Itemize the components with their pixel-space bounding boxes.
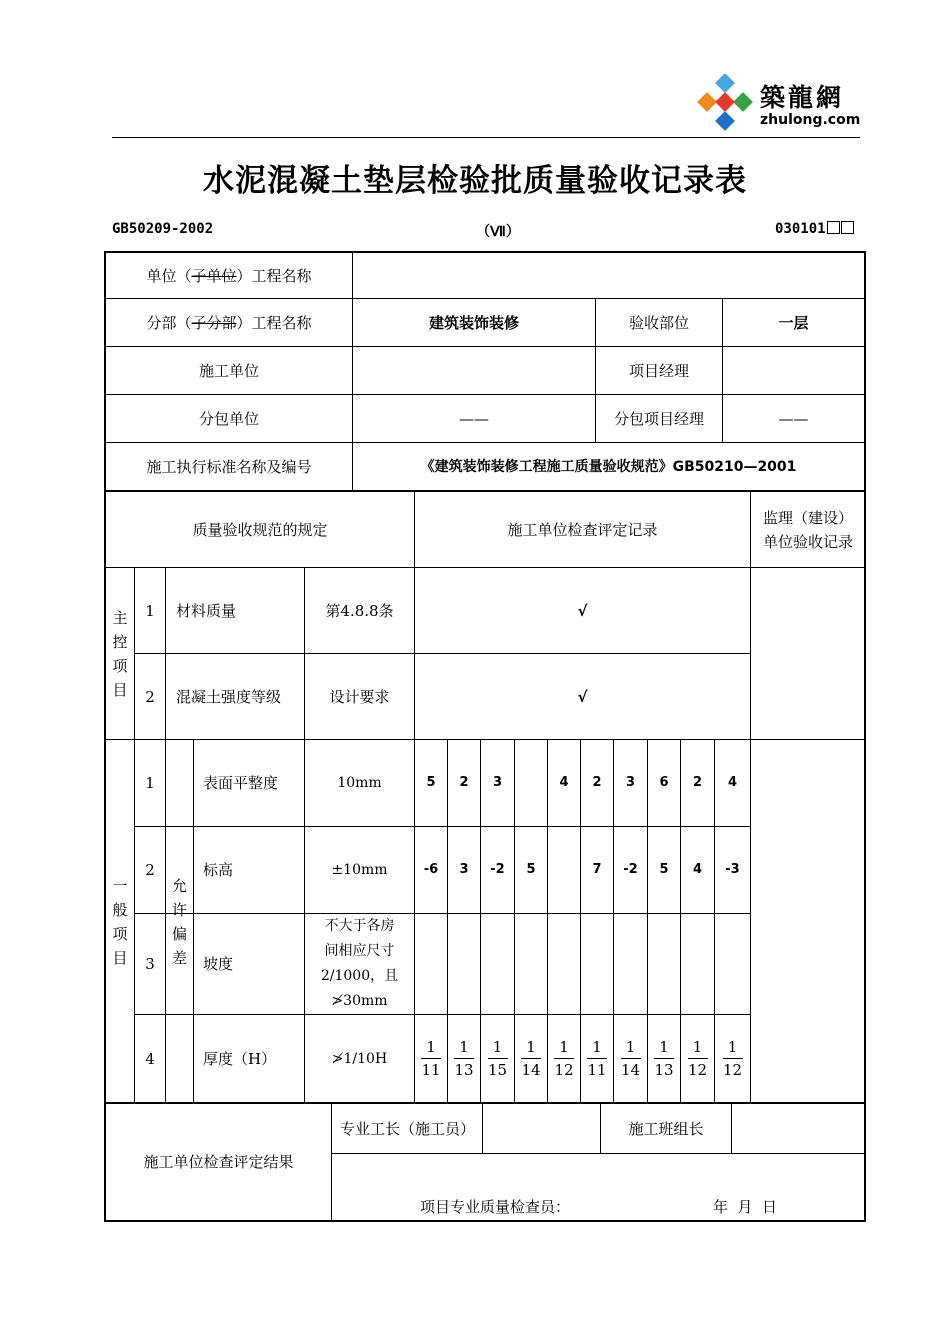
measurement-cell: 4 <box>559 775 569 790</box>
main-item-name: 材料质量 <box>176 601 237 620</box>
main-item-name: 混凝土强度等级 <box>176 687 282 706</box>
project-manager-label: 项目经理 <box>628 361 689 380</box>
main-item-no: 2 <box>145 687 155 706</box>
general-item-no: 1 <box>145 774 155 792</box>
unit-project-label: 单位（ 子单位 ）工程名称 <box>146 266 312 285</box>
main-items-group-label: 主 控 项 目 <box>112 608 128 699</box>
measurement-cell: 5 <box>659 862 669 877</box>
standard-label: 施工执行标准名称及编号 <box>146 457 312 476</box>
measurement-cell: 3 <box>492 775 503 790</box>
measurement-cell: 5 <box>426 775 436 790</box>
subcontractor-value: —— <box>459 409 489 428</box>
contractor-result-label: 施工单位检查评定结果 <box>143 1153 294 1171</box>
fraction-cell: 1 15 <box>487 1038 508 1079</box>
header-rule <box>112 137 860 138</box>
logo-url: zhulong.com <box>760 112 861 128</box>
quality-inspector-label: 项目专业质量检查员： <box>419 1198 570 1216</box>
standard-value: 《建筑装饰装修工程施工质量验收规范》GB50210—2001 <box>420 458 797 475</box>
measurement-cell: 6 <box>659 775 669 790</box>
spec-column-header: 质量验收规范的规定 <box>192 520 328 539</box>
acceptance-part-label: 验收部位 <box>628 313 689 332</box>
general-item-name: 厚度（H） <box>203 1049 277 1068</box>
measurement-cell: 2 <box>692 775 703 790</box>
general-item-name: 表面平整度 <box>203 774 279 792</box>
measurement-cell: 4 <box>692 862 703 877</box>
measurement-cell: 5 <box>526 862 536 877</box>
logo-name: 築龍網 <box>760 83 845 112</box>
measurement-cell: -3 <box>725 862 740 877</box>
acceptance-part-value: 一层 <box>778 313 809 332</box>
general-item-requirement: ≯1/10H <box>331 1050 388 1067</box>
sub-pm-label: 分包项目经理 <box>613 409 704 428</box>
measurement-cell: 2 <box>592 775 602 790</box>
measurement-cell: -6 <box>423 862 439 877</box>
fraction-cell: 1 12 <box>722 1038 743 1079</box>
sub-project-value: 建筑装饰装修 <box>428 313 519 332</box>
main-item-requirement: 设计要求 <box>329 687 390 706</box>
standard-code: GB50209-2002 <box>112 221 214 237</box>
general-item-requirement: 10mm <box>337 775 382 791</box>
general-item-no: 4 <box>145 1049 155 1068</box>
fraction-cell: 1 14 <box>521 1038 541 1079</box>
measurement-cell: -2 <box>623 862 638 877</box>
main-item-requirement: 第4.8.8条 <box>325 601 394 620</box>
fraction-cell: 1 11 <box>587 1038 607 1079</box>
sub-project-label: 分部（ 子分部 ）工程名称 <box>146 313 312 332</box>
general-item-requirement: 不大于各房 间相应尺寸 2/1000，且 ≯30mm <box>320 918 399 1009</box>
general-item-requirement: ±10mm <box>331 862 388 878</box>
fraction-cell: 1 13 <box>654 1038 674 1079</box>
sub-pm-value: —— <box>778 409 809 428</box>
fraction-cell: 1 12 <box>687 1038 708 1079</box>
general-item-name: 坡度 <box>203 955 234 973</box>
measurement-cell <box>548 827 580 913</box>
date-label: 年 月 日 <box>712 1198 778 1216</box>
contractor-label: 施工单位 <box>198 361 259 380</box>
page-title: 水泥混凝土垫层检验批质量验收记录表 <box>203 163 747 199</box>
foreman-label: 专业工长（施工员） <box>340 1119 476 1138</box>
measurement-cell: -2 <box>490 862 505 877</box>
supervisor-header: 监理（建设）单位验收记录 <box>762 508 853 551</box>
measurement-cell: 3 <box>459 862 469 877</box>
main-item-result: √ <box>577 601 588 620</box>
contractor-record-header: 施工单位检查评定记录 <box>507 520 658 539</box>
zhulong-logo <box>694 74 860 134</box>
measurement-cell: 2 <box>459 775 469 790</box>
main-item-no: 1 <box>145 601 155 620</box>
measurement-cell: 7 <box>592 862 602 877</box>
general-item-no: 3 <box>145 955 155 973</box>
section-number: （Ⅶ） <box>476 224 520 240</box>
tolerance-group-label: 允 许 偏 差 <box>171 876 187 967</box>
fraction-cell: 1 12 <box>554 1038 574 1079</box>
measurement-cell: 3 <box>625 775 636 790</box>
fraction-cell: 1 14 <box>620 1038 641 1079</box>
general-item-no: 2 <box>145 861 155 879</box>
main-item-result: √ <box>577 687 588 706</box>
general-items-group-label: 一 般 项 目 <box>112 876 128 967</box>
general-item-name: 标高 <box>203 861 234 879</box>
team-leader-label: 施工班组长 <box>628 1119 704 1138</box>
fraction-cell: 1 11 <box>421 1038 441 1079</box>
subcontractor-label: 分包单位 <box>198 409 259 428</box>
measurement-cell <box>515 740 547 826</box>
form-number: 030101 <box>775 221 854 237</box>
logo-mark-icon <box>694 74 756 134</box>
measurement-cell: 4 <box>727 775 738 790</box>
fraction-cell: 1 13 <box>454 1038 474 1079</box>
